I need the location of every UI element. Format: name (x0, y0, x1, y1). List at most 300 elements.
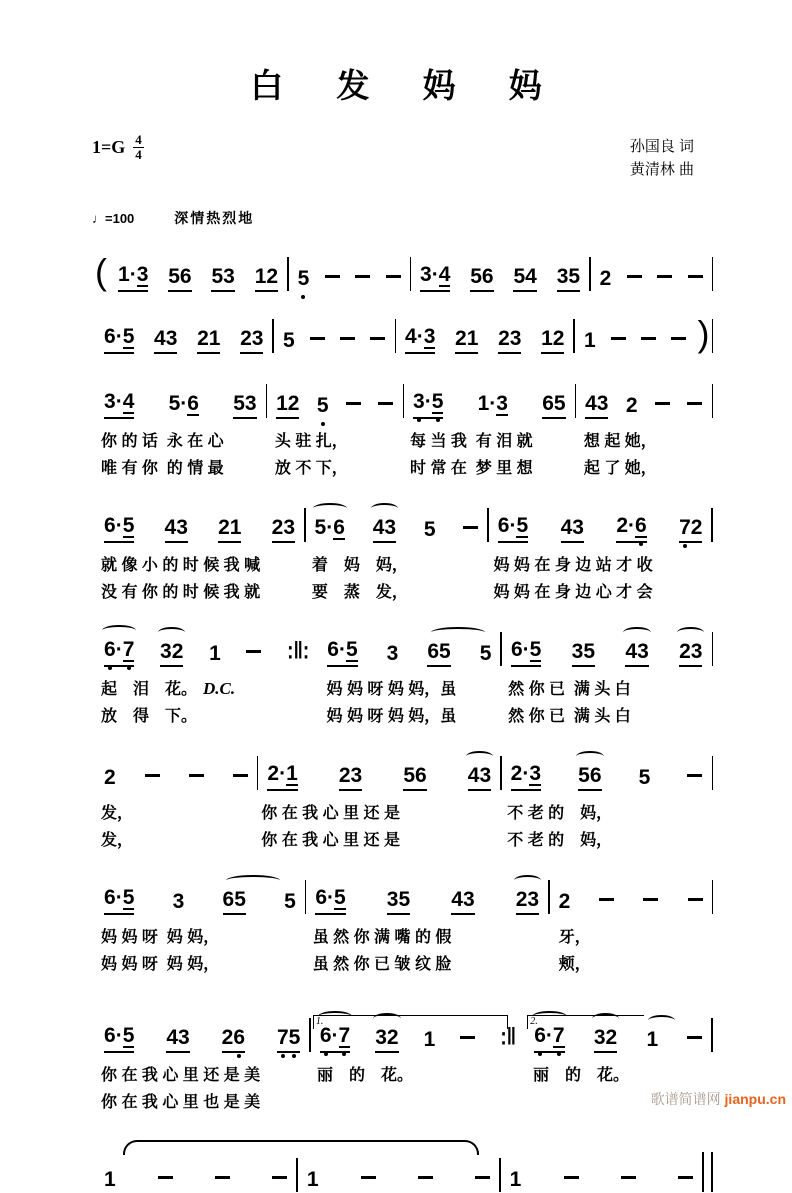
octave-dot-low (342, 1052, 346, 1056)
slur-arc (623, 627, 650, 638)
note (325, 268, 340, 292)
note-char: 3 (176, 515, 188, 539)
note-char: 4 (154, 326, 166, 350)
note (104, 326, 134, 354)
octave-dot-low (108, 666, 112, 670)
note (468, 765, 491, 791)
note (600, 268, 612, 292)
note-char: 5 (568, 264, 581, 288)
measure (525, 1015, 711, 1053)
lyrics-verse-1 (95, 428, 713, 451)
note-char: 3 (384, 515, 397, 539)
lyric-segment: 你 在 我 心 里 也 是 美 (101, 1093, 261, 1111)
note-char: 5 (168, 391, 181, 415)
note-char: 5 (513, 264, 526, 288)
note (413, 391, 443, 419)
note-char: 3 (596, 391, 609, 415)
lyrics-verse-2 (95, 1089, 713, 1112)
note-char: 5 (553, 391, 566, 415)
note (361, 1169, 376, 1193)
note-char: 3 (637, 639, 649, 663)
note-char: · (115, 885, 123, 909)
measure (502, 639, 712, 667)
dash-mark (655, 402, 670, 405)
measure (396, 326, 573, 354)
note (679, 517, 702, 543)
note (541, 328, 564, 354)
slur-arc (514, 875, 541, 886)
lyric-segment: 时 常 在 梦 里 想 (410, 459, 533, 477)
slur-arc (226, 875, 280, 886)
measure (306, 517, 488, 543)
note-char: 3 (136, 262, 149, 286)
note-char: 2 (104, 765, 116, 789)
time-signature (133, 133, 144, 161)
dash-mark (688, 275, 703, 278)
note-char: ‖ (506, 1023, 517, 1050)
lyric-segment: 头 驻 扎， (274, 432, 348, 450)
lyric-segment: 发， (101, 831, 134, 849)
octave-dot-low (639, 542, 643, 546)
barline (712, 319, 714, 353)
note (173, 891, 185, 915)
note-char: 2 (218, 515, 230, 539)
note (510, 1169, 522, 1193)
note-char: 1 (118, 262, 130, 286)
note (222, 1027, 245, 1053)
note (621, 1169, 636, 1193)
open-paren: ( (95, 250, 107, 292)
note-char: 2 (498, 326, 510, 350)
time-denominator: 4 (135, 146, 142, 162)
lyrics-verse-2 (95, 579, 713, 602)
note-char: 6 (315, 885, 328, 909)
note (209, 643, 221, 667)
score-line (95, 864, 713, 974)
tempo-marking: ♩=100 (92, 210, 135, 226)
note-char: 3 (172, 889, 185, 913)
note (475, 1169, 490, 1193)
note-char: 1 (306, 1167, 319, 1191)
note (585, 393, 608, 419)
slur-arc (158, 627, 185, 638)
note (375, 1027, 398, 1053)
slur-arc (466, 751, 493, 762)
note-char: 5 (122, 324, 135, 348)
measure (550, 891, 712, 915)
measure (274, 330, 395, 354)
slur-arc (532, 1011, 566, 1022)
note-char: 1 (254, 264, 267, 288)
note (373, 517, 396, 543)
slur-arc (102, 625, 136, 636)
note-char: · (431, 262, 439, 286)
credits (630, 135, 694, 182)
dash-mark (475, 1176, 490, 1179)
note-char: 4 (467, 763, 480, 787)
note-char: 3 (251, 326, 264, 350)
note (246, 643, 261, 667)
note (420, 264, 450, 292)
dash-mark (599, 898, 614, 901)
notation-row (95, 368, 713, 419)
dash-mark (418, 1176, 433, 1179)
lyric-segment: 就 像 小 的 时 候 我 喊 (101, 556, 261, 574)
note (584, 330, 596, 354)
note-char: 1 (477, 391, 490, 415)
note-char: 1 (466, 326, 479, 350)
lyrics-verse-1 (95, 800, 713, 823)
note (104, 887, 134, 915)
note-char: 3 (527, 887, 540, 911)
note-char: 5 (479, 641, 492, 665)
note-char: 1 (286, 761, 298, 785)
note-char: 7 (679, 517, 691, 538)
note-char: 3 (350, 763, 363, 787)
measure (489, 515, 712, 543)
time-numerator: 4 (135, 132, 142, 147)
note-char: 1 (276, 391, 288, 415)
note-char: 3 (244, 391, 257, 415)
notation-row (95, 306, 713, 354)
note-char: 2 (171, 639, 184, 663)
note-char: 5 (284, 889, 296, 913)
note-char: 3 (283, 515, 296, 539)
note-char: 2 (221, 1025, 234, 1049)
note (616, 515, 646, 543)
header-row (92, 133, 694, 182)
lyric-segment: 妈 妈 呀 妈 妈， (101, 928, 220, 946)
dash-mark (687, 402, 702, 405)
note (513, 266, 536, 292)
slur-arc (313, 503, 347, 514)
note-char: 7 (123, 639, 135, 662)
note (118, 264, 148, 292)
note (516, 889, 539, 915)
key-signature (92, 133, 144, 161)
octave-dot-low (301, 295, 305, 299)
note-char: 2 (679, 639, 691, 663)
dash-mark (463, 526, 478, 529)
note-char: 2 (271, 515, 284, 539)
note (233, 767, 248, 791)
lyric-segment: 妈 妈 在 身 边 站 才 收 (493, 556, 653, 574)
note-char: 4 (438, 262, 451, 286)
note (678, 1169, 693, 1193)
lyric-segment: 妈 妈 在 身 边 心 才 会 (493, 583, 653, 601)
note-char: 6 (542, 391, 554, 415)
lyrics-verse-1 (95, 924, 713, 947)
score-line (95, 492, 713, 602)
note-char: 6 (179, 264, 192, 288)
note-char: 3 (104, 389, 116, 413)
note-char: · (327, 885, 335, 909)
note-char: 5 (432, 391, 444, 414)
note-char: · (509, 513, 517, 537)
note (197, 328, 220, 354)
tie-arc (123, 1140, 479, 1155)
note-char: · (338, 637, 346, 661)
barline (712, 257, 714, 291)
note-char: · (115, 1023, 123, 1047)
lyric-segment: 不 老 的 妈， (507, 831, 613, 849)
tempo-row (92, 208, 792, 228)
slur-arc (371, 503, 398, 514)
note-char: 5 (289, 1027, 301, 1048)
note-char: 1 (423, 1027, 436, 1051)
note (387, 889, 410, 915)
note-char: · (115, 637, 123, 661)
note (276, 393, 299, 419)
barline (711, 1018, 713, 1052)
octave-dot-low (557, 1052, 561, 1056)
note (687, 767, 702, 791)
measure (95, 639, 318, 667)
dash-mark (158, 1176, 173, 1179)
note-char: 5 (334, 885, 346, 909)
note-char: 4 (560, 515, 573, 539)
note (387, 643, 399, 667)
notation-row (95, 492, 713, 543)
note (233, 393, 256, 419)
note-char: 5 (403, 763, 415, 787)
note-char: 2 (267, 761, 280, 785)
note (211, 266, 234, 292)
note-char: 2 (287, 391, 300, 415)
note-char: 1 (583, 328, 596, 352)
score (95, 248, 713, 1193)
note-char: · (331, 1023, 339, 1047)
note-char: 5 (439, 639, 451, 663)
measure (318, 639, 500, 667)
dash-mark (346, 402, 361, 405)
measure (502, 763, 712, 791)
note-char: · (279, 761, 287, 785)
note (687, 1029, 702, 1053)
note (534, 1025, 564, 1053)
note (557, 266, 580, 292)
note-char: 1 (509, 1167, 522, 1191)
note (418, 1169, 433, 1193)
dash-mark (641, 337, 656, 340)
note (688, 268, 703, 292)
note (470, 266, 493, 292)
note (255, 266, 278, 292)
lyric-segment: 起 了 她， (583, 459, 657, 477)
note (641, 330, 656, 354)
note (460, 1029, 475, 1053)
note-char: 3 (690, 639, 703, 663)
note-char: 4 (405, 324, 417, 348)
note-char: 2 (515, 887, 528, 911)
notation-row (95, 864, 713, 915)
note-char: 6 (635, 515, 647, 538)
note-char: 1 (646, 1027, 659, 1051)
note (688, 891, 703, 915)
measure (306, 887, 548, 915)
octave-dot-low (321, 422, 325, 426)
measure (95, 1025, 309, 1053)
note-char: 3 (509, 326, 522, 350)
note (145, 767, 160, 791)
lyric-segment: 着 妈 妈， (311, 556, 408, 574)
note-char: 7 (339, 1025, 351, 1048)
notation-row (95, 248, 713, 292)
note-char: 4 (585, 391, 597, 415)
note-char: 6 (320, 1025, 332, 1046)
note-char: 5 (211, 264, 224, 288)
note (315, 887, 345, 915)
measure (95, 326, 272, 354)
note-char: 5 (516, 513, 529, 537)
note (561, 517, 584, 543)
dash-mark (678, 1176, 693, 1179)
lyric-segment: 妈 妈 呀 妈 妈，虽 (326, 680, 457, 698)
note (104, 515, 134, 543)
notation-row (95, 740, 713, 791)
note-char: 4 (164, 515, 177, 539)
slur-arc (373, 1013, 400, 1024)
note-char: 5 (298, 268, 310, 289)
note (339, 765, 362, 791)
note-char: 2 (510, 761, 523, 785)
barline (711, 508, 713, 542)
note-char: 1 (209, 641, 221, 665)
note-char: 3 (479, 763, 492, 787)
barline (712, 756, 714, 790)
lyric-segment: 妈 妈 呀 妈 妈，虽 (326, 707, 457, 725)
score-line (95, 616, 713, 726)
dash-mark (386, 275, 401, 278)
note-char: 2 (625, 393, 638, 417)
measure (591, 268, 712, 292)
score-line (95, 1126, 713, 1193)
octave-dot-low (417, 418, 421, 422)
note-char: 6 (104, 1023, 116, 1047)
lyric-segment: 你 的 话 永 在 心 (101, 432, 224, 450)
notation-row (95, 988, 713, 1053)
lyrics-verse-2 (95, 455, 713, 478)
watermark-site-link[interactable]: jianpu.cn (724, 1091, 786, 1107)
note-char: · (180, 391, 188, 415)
octave-dot-low (292, 1054, 296, 1058)
dash-mark (310, 337, 325, 340)
note-char: 3 (420, 262, 432, 286)
note (625, 641, 648, 667)
note-char: · (129, 262, 137, 286)
note-char: 2 (338, 763, 351, 787)
note-char: 2 (386, 1025, 399, 1049)
note (500, 1025, 516, 1053)
note-char: 2 (558, 889, 571, 913)
note-char: 6 (104, 513, 116, 537)
note (424, 519, 436, 543)
measure (95, 515, 304, 543)
note-char: ‖ (293, 637, 303, 664)
note-char: 3 (178, 1025, 190, 1049)
note (272, 517, 295, 543)
dash-mark (657, 275, 672, 278)
slur-arc (318, 1011, 352, 1022)
note (317, 395, 329, 419)
dash-mark (627, 275, 642, 278)
note-char: 3 (572, 515, 584, 539)
measure (575, 330, 696, 354)
note-char: 3 (165, 326, 178, 350)
note-char: · (416, 324, 424, 348)
octave-dot-low (436, 418, 440, 422)
note-char: 2 (266, 264, 279, 288)
song-title: 白 发 妈 妈 (250, 67, 564, 104)
dash-mark (233, 774, 248, 777)
note (240, 328, 263, 354)
measure (501, 1169, 702, 1193)
expression-marking: 深情热烈地 (174, 209, 255, 226)
dash-mark (643, 898, 658, 901)
lyric-segment: 发， (101, 804, 134, 822)
note (284, 891, 296, 915)
octave-dot-low (127, 666, 131, 670)
note-char: 3 (223, 264, 235, 288)
note-char: 5 (470, 264, 482, 288)
lyric-segment (311, 1089, 527, 1112)
note (320, 1025, 350, 1053)
note-char: 5 (234, 887, 246, 911)
dash-mark (687, 1036, 702, 1039)
note (169, 393, 199, 419)
note-char: 2 (197, 326, 209, 350)
note-char: · (545, 1023, 553, 1047)
measure (95, 887, 305, 915)
octave-dot-low (324, 1052, 328, 1056)
note-char: 2 (455, 326, 467, 350)
note (104, 1025, 134, 1053)
note-char: 4 (625, 639, 638, 663)
note (307, 1169, 319, 1193)
note (480, 643, 492, 667)
note-char: 1 (541, 326, 553, 350)
note (455, 328, 478, 354)
lyric-segment: 要 蒸 发， (311, 583, 408, 601)
note (564, 1169, 579, 1193)
note-char: · (522, 761, 530, 785)
slur-arc (677, 627, 704, 638)
score-line (95, 988, 713, 1112)
note-char: 5 (638, 765, 651, 789)
score-line (95, 306, 713, 354)
note (626, 395, 638, 419)
lyrics-verse-1 (95, 676, 713, 699)
dash-mark (687, 774, 702, 777)
octave-dot-low (237, 1054, 241, 1058)
note (166, 1027, 189, 1053)
note (168, 266, 191, 292)
note-char: 7 (553, 1025, 565, 1048)
note-char: · (115, 324, 123, 348)
note (655, 395, 670, 419)
barline (712, 880, 714, 914)
note (671, 330, 686, 354)
lyric-segment: 丽 的 花。 (317, 1066, 414, 1084)
slur-arc (431, 627, 485, 638)
dash-mark (671, 337, 686, 340)
volta-number: 1. (315, 1015, 324, 1027)
lyric-segment: 然 你 已 满 头 白 (508, 680, 631, 698)
note-char: 6 (481, 264, 494, 288)
note (104, 767, 116, 791)
note-char: 1 (208, 326, 221, 350)
note-char: 6 (510, 637, 523, 661)
